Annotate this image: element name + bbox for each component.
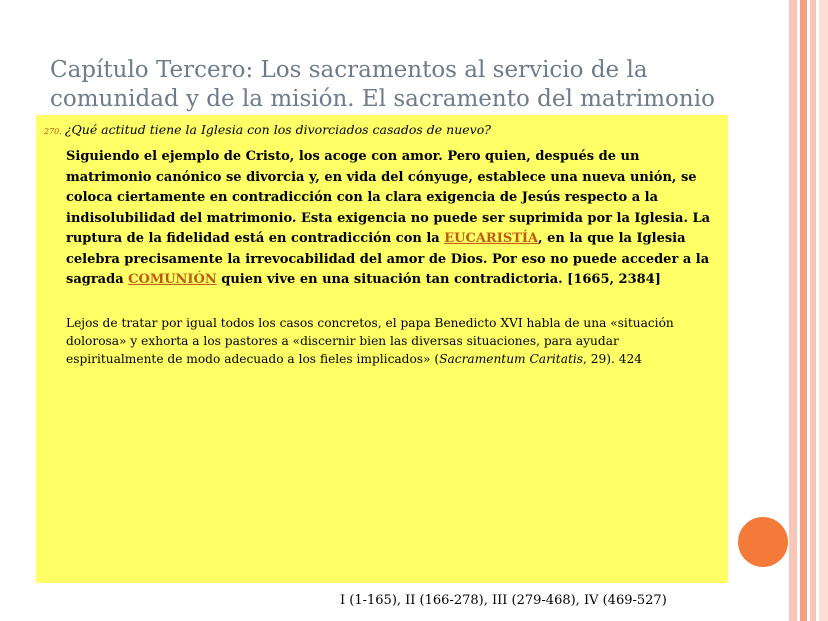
comment-part-1: Lejos de tratar por igual todos los casos concretos, el papa Benedicto XVI habla de una «situación dolorosa» y exhorta a los pastores a «discernir bien las diversas situaciones, para ayudar espiritualmente de modo adecuado a los fieles implicados» ( [66,316,674,366]
question-line [44,121,724,140]
decorative-dot [738,517,788,567]
xref-eucaristia-link[interactable]: EUCARISTÍA [444,231,539,246]
answer-part-3: quien vive en una situación tan contradictoria. [1665, 2384] [216,272,661,287]
border-stripe [810,0,816,621]
border-stripe [819,0,828,621]
comment-reference: 424 [618,352,643,366]
comment-source: Sacramentum Caritatis [439,352,584,366]
slide-title: Capítulo Tercero: Los sacramentos al servicio de la comunidad y de la misión. El sacramento del matrimonio [50,57,715,112]
border-stripe [800,0,807,621]
xref-comunion-link[interactable]: COMUNIÓN [128,272,217,287]
question-number: 270. [44,127,62,136]
footer-index: I (1-165), II (166-278), III (279-468), IV (469-527) [340,593,667,608]
comment-part-2: , 29). [583,352,619,366]
note-box [36,115,728,583]
border-stripe [789,0,797,621]
commentary-text [66,314,706,368]
answer-part-2: , en la que la Iglesia celebra precisamente la irrevocabilidad del amor de Dios. Por eso no puede acceder a la sagrada [66,231,710,287]
answer-text [66,147,716,291]
answer-part-1: Siguiendo el ejemplo de Cristo, los acoge con amor. Pero quien, después de un matrimonio canónico se divorcia y, en vida del cónyuge, establece una nueva unión, se coloca ciertamente en contradicción con la clara exigencia de Jesús respecto a la indisolubilidad del matrimonio. Esta exigencia no puede ser suprimida por la Iglesia. La ruptura de la fidelidad está en contradicción con la [66,149,711,246]
question-text: ¿Qué actitud tiene la Iglesia con los divorciados casados de nuevo? [64,122,491,137]
